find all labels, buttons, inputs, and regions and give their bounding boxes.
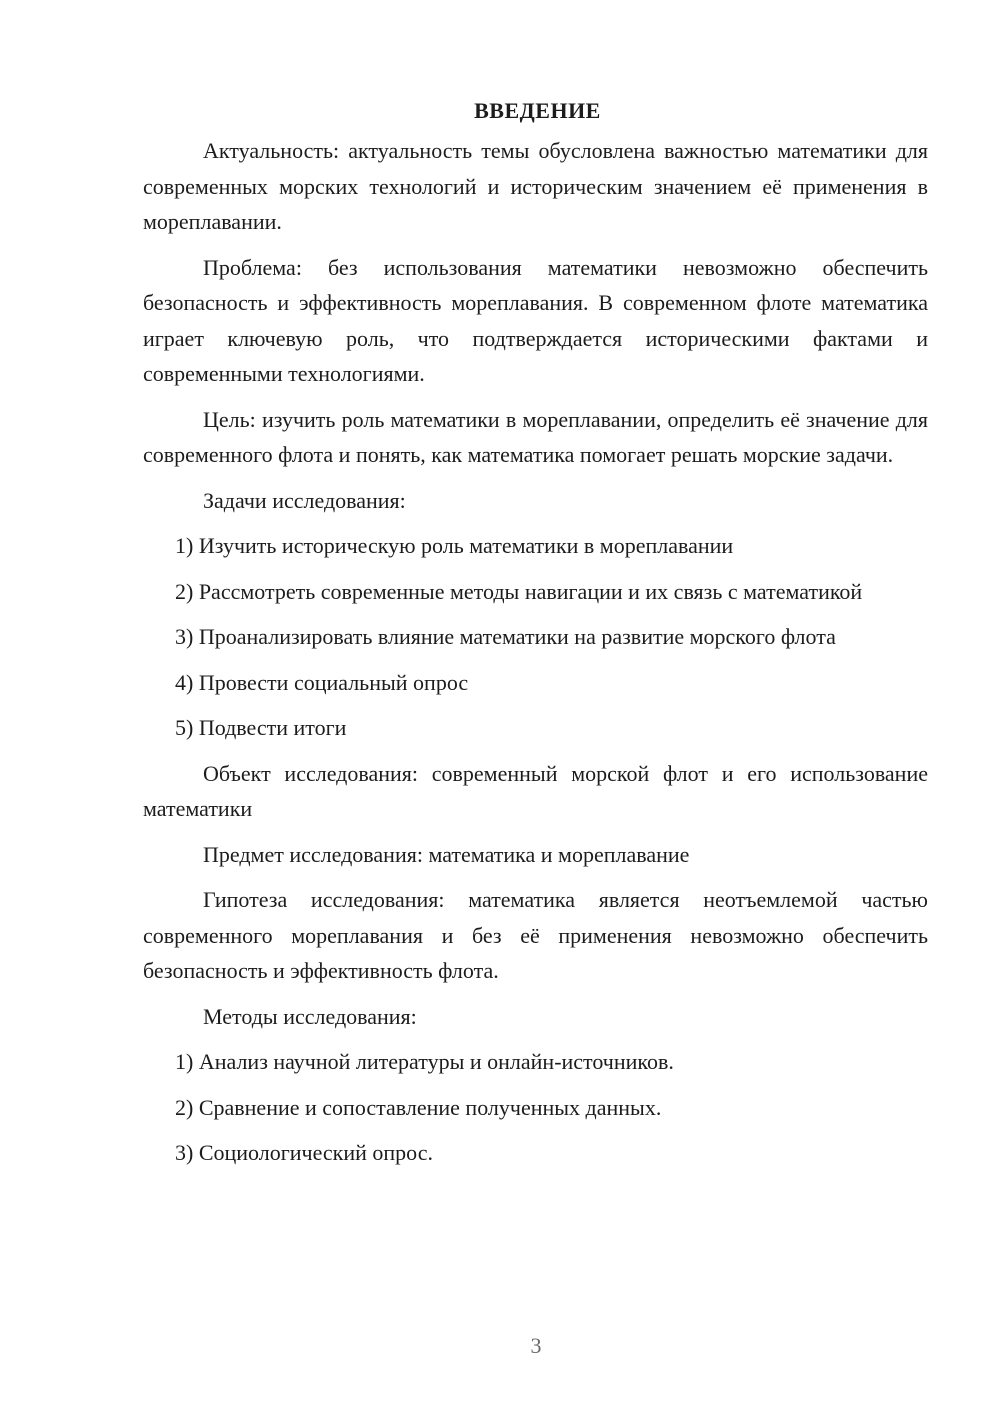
task-item-1: 1) Изучить историческую роль математики в мореплавании [175,533,734,558]
page-content [143,93,928,1181]
tasks-heading: Задачи исследования: [203,487,406,513]
problem-paragraph: Проблема: без использования математики невозможно обеспечить безопасность и эффективность мореплавания. В современном флоте математика играет ключевую роль, что подтверждается историческими фактами и современными технологиями. [143,254,928,386]
method-item-2: 2) Сравнение и сопоставление полученных данных. [175,1094,662,1120]
page-title: ВВЕДЕНИЕ [474,98,601,123]
page-number: 3 [530,1333,542,1358]
goal-paragraph: Цель: изучить роль математики в мореплавании, определить её значение для современного флота и понять, как математика помогает решать морские задачи. [143,406,928,467]
hypothesis-paragraph: Гипотеза исследования: математика является неотъемлемой частью современного мореплавания и без её применения невозможно обеспечить безопасность и эффективность флота. [143,887,928,983]
task-item-3: 3) Проанализировать влияние математики на развитие морского флота [175,624,836,649]
task-item-5: 5) Подвести итоги [175,715,347,740]
method-item-1: 1) Анализ научной литературы и онлайн-источников. [175,1049,674,1074]
method-item-3: 3) Социологический опрос. [175,1140,433,1165]
task-item-2: 2) Рассмотреть современные методы навигации и их связь с математикой [175,578,863,604]
task-item-4: 4) Провести социальный опрос [175,669,469,695]
methods-heading: Методы исследования: [203,1003,417,1029]
object-paragraph: Объект исследования: современный морской флот и его использование математики [143,760,928,821]
subject-paragraph: Предмет исследования: математика и мореплавание [203,841,690,867]
relevance-paragraph: Актуальность: актуальность темы обусловлена важностью математики для современных морских технологий и историческим значением её применения в мореплавании. [143,138,928,234]
